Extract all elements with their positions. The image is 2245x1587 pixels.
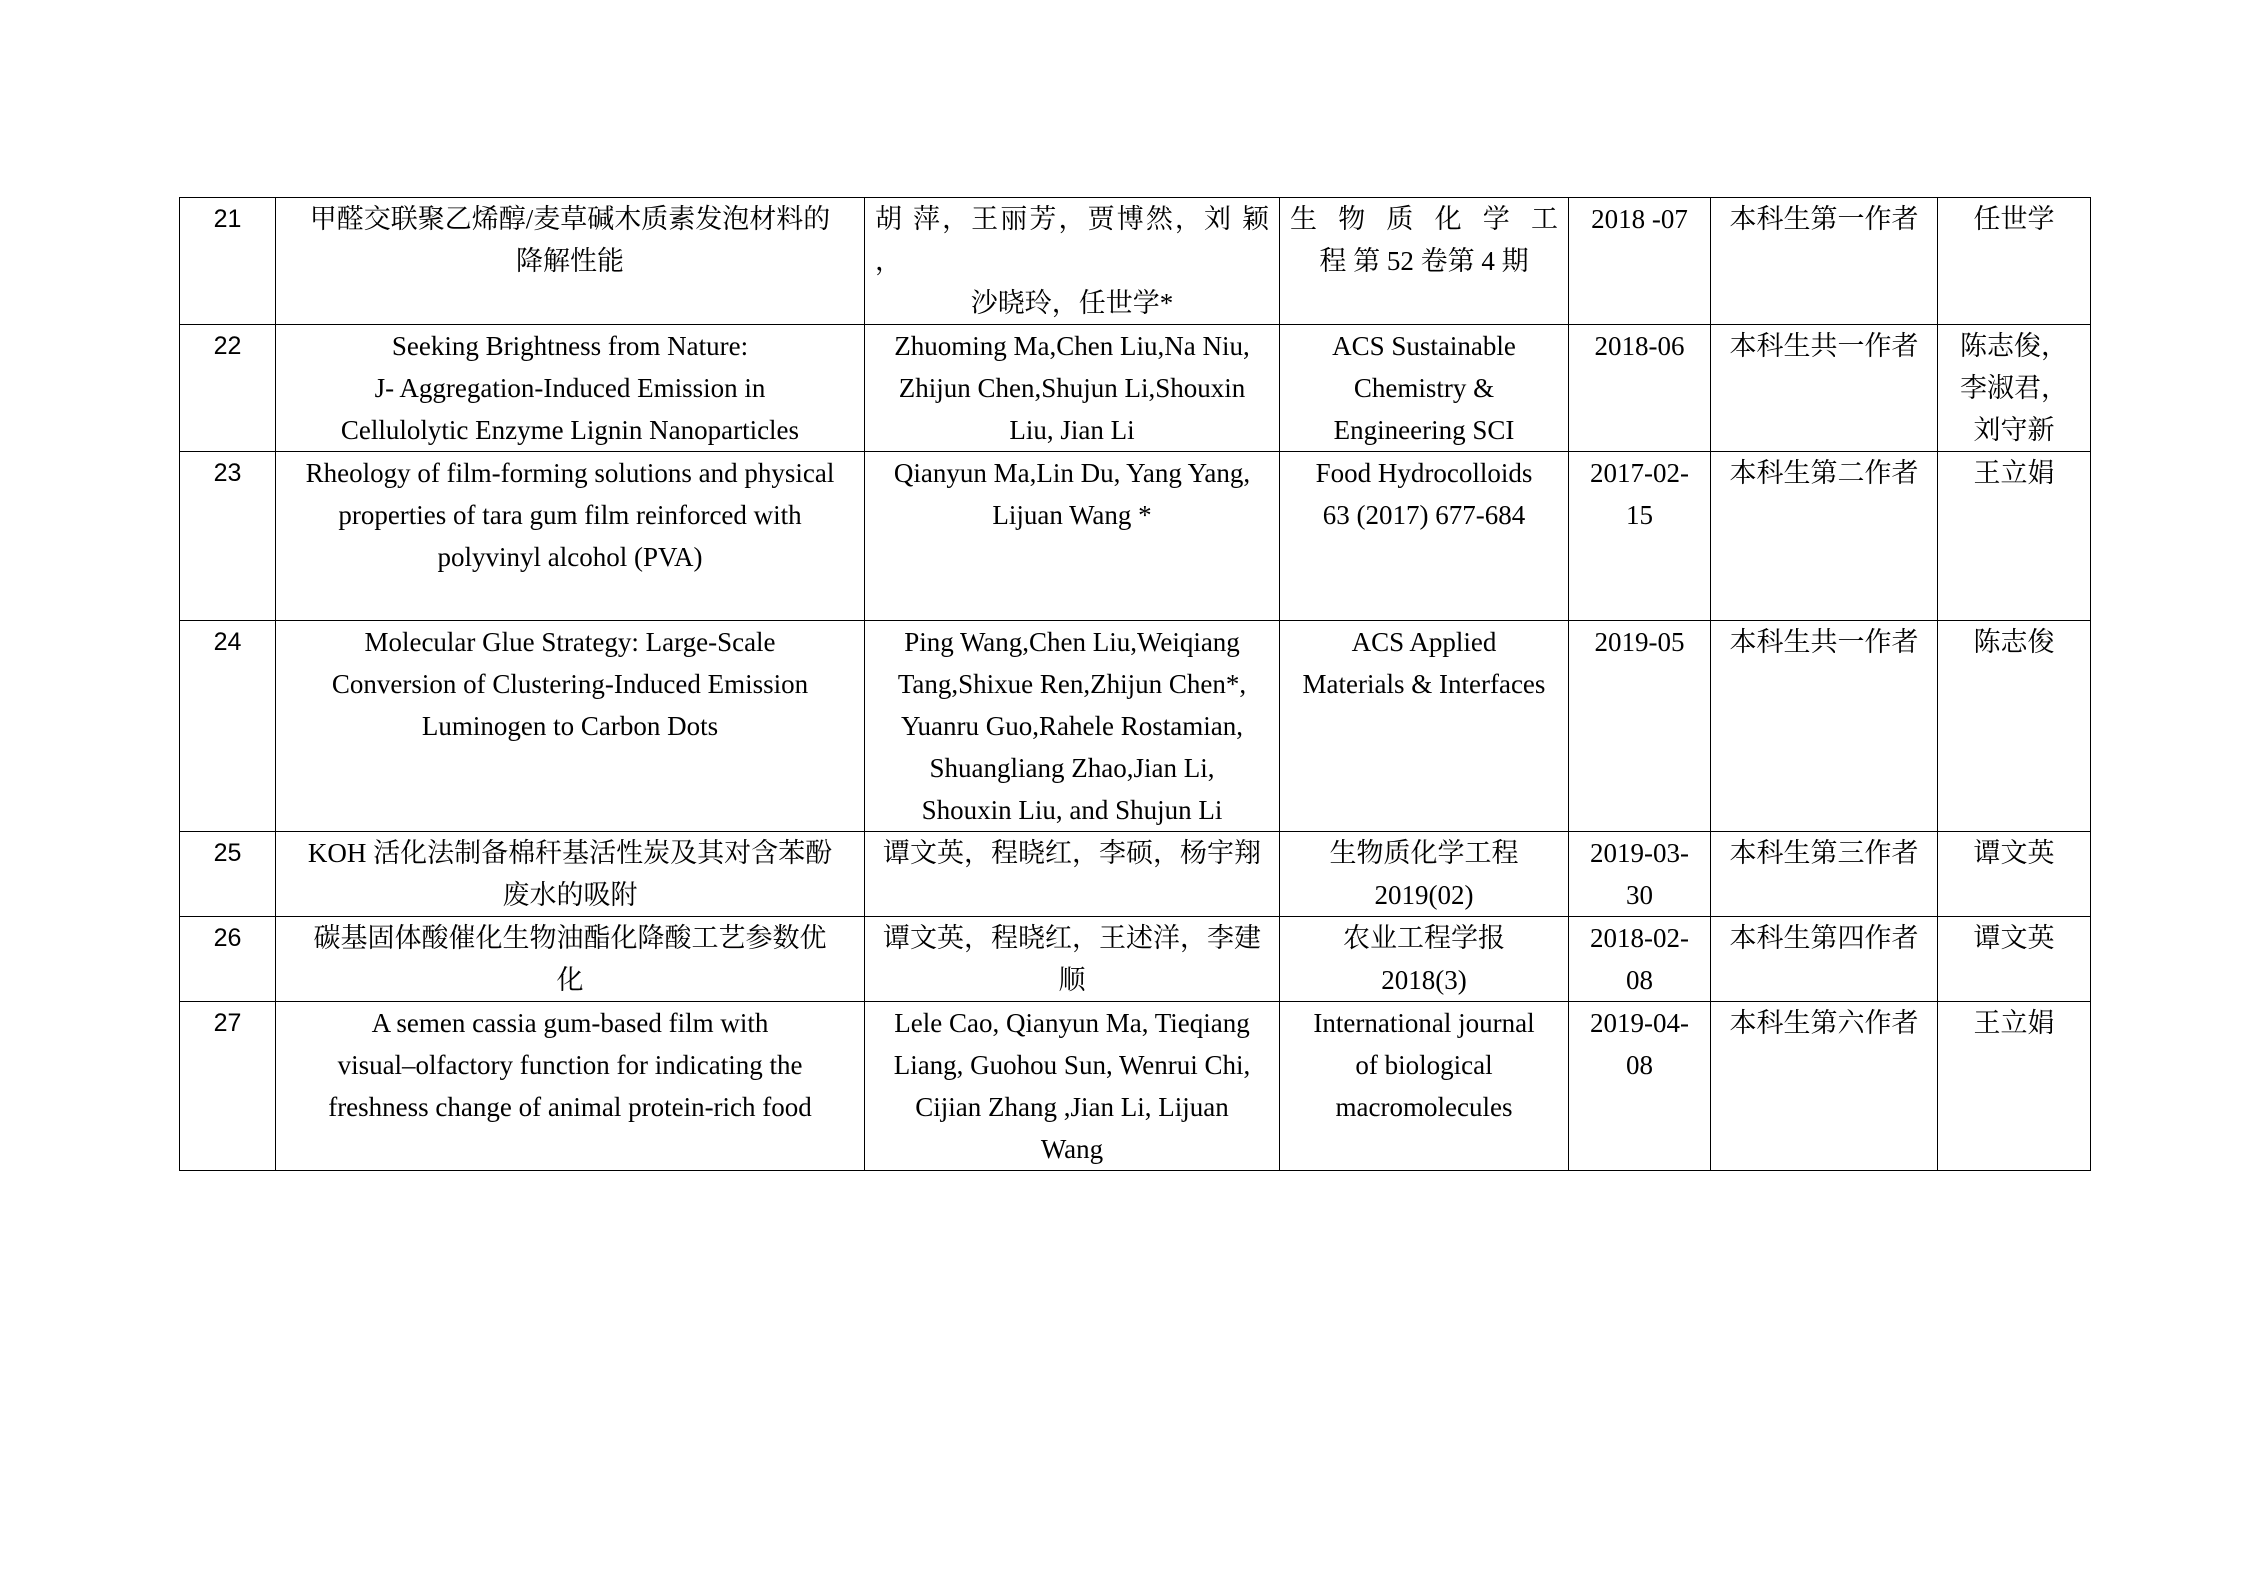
text-line: 李淑君， [1960, 373, 2068, 403]
text-line: 08 [1626, 1050, 1653, 1080]
text-line: Rheology of film-forming solutions and physical [305, 458, 835, 488]
text-line: polyvinyl alcohol (PVA) [437, 542, 703, 572]
paper-journal [1280, 832, 1569, 917]
paper-title [276, 917, 865, 1002]
text-line: of biological [1355, 1050, 1493, 1080]
text-line: 2019-03- [1590, 838, 1689, 868]
text-line: International journal [1313, 1008, 1535, 1038]
text-line: ACS Applied [1351, 627, 1497, 657]
author-role: 本科生第四作者 [1711, 917, 1938, 1002]
row-number: 27 [180, 1002, 276, 1171]
text-line: 任世学 [1973, 204, 2055, 234]
text-line: 63 (2017) 677-684 [1322, 500, 1526, 530]
row-number: 24 [180, 621, 276, 832]
row-number: 23 [180, 452, 276, 621]
text-line: 农业工程学报 [1343, 923, 1505, 953]
text-line: 谭文英，程晓红，王述洋，李建 [883, 923, 1261, 953]
text-line: Shuangliang Zhao,Jian Li, [929, 753, 1215, 783]
paper-authors [865, 325, 1280, 452]
text-line: 2018(3) [1381, 965, 1467, 995]
text-line: 陈志俊 [1973, 627, 2055, 657]
text-line: Zhuoming Ma,Chen Liu,Na Niu, [894, 331, 1250, 361]
text-line: ACS Sustainable [1332, 331, 1516, 361]
text-line: Conversion of Clustering-Induced Emission [331, 669, 809, 699]
paper-authors [865, 1002, 1280, 1171]
table-row [180, 621, 2091, 832]
text-line: A semen cassia gum-based film with [371, 1008, 769, 1038]
text-line: 生 物 质 化 学 工 [1290, 204, 1558, 234]
paper-journal [1280, 917, 1569, 1002]
text-line: 陈志俊， [1960, 331, 2068, 361]
text-line: 甲醛交联聚乙烯醇/麦草碱木质素发泡材料的 [309, 204, 831, 234]
text-line: Luminogen to Carbon Dots [421, 711, 719, 741]
paper-journal [1280, 325, 1569, 452]
paper-authors [865, 917, 1280, 1002]
paper-journal [1280, 452, 1569, 621]
author-role: 本科生第二作者 [1711, 452, 1938, 621]
text-line: 刘守新 [1973, 415, 2055, 445]
publications-table-body [180, 198, 2091, 1171]
table-row [180, 452, 2091, 621]
paper-journal [1280, 621, 1569, 832]
text-line: 生物质化学工程 [1329, 838, 1519, 868]
text-line: 降解性能 [516, 246, 624, 276]
text-line: 王立娟 [1973, 1008, 2055, 1038]
text-line: Liu, Jian Li [1009, 415, 1135, 445]
paper-date [1569, 198, 1711, 325]
paper-title [276, 832, 865, 917]
row-number: 21 [180, 198, 276, 325]
paper-journal [1280, 1002, 1569, 1171]
text-line: 谭文英 [1973, 923, 2055, 953]
paper-date [1569, 452, 1711, 621]
paper-title [276, 1002, 865, 1171]
text-line: 谭文英，程晓红，李硕，杨宇翔 [883, 838, 1261, 868]
table-row [180, 832, 2091, 917]
text-line: 2017-02- [1590, 458, 1689, 488]
paper-authors [865, 621, 1280, 832]
text-line: Chemistry & [1353, 373, 1495, 403]
text-line: 谭文英 [1973, 838, 2055, 868]
paper-date [1569, 621, 1711, 832]
advisor [1938, 621, 2091, 832]
advisor [1938, 832, 2091, 917]
author-role: 本科生共一作者 [1711, 325, 1938, 452]
text-line: Qianyun Ma,Lin Du, Yang Yang, [893, 458, 1251, 488]
text-line: Liang, Guohou Sun, Wenrui Chi, [893, 1050, 1251, 1080]
text-line: 程 第 52 卷第 4 期 [1319, 246, 1529, 276]
paper-date [1569, 917, 1711, 1002]
text-line: 化 [556, 965, 584, 995]
text-line: 2018 -07 [1591, 204, 1688, 234]
text-line: 2019(02) [1374, 880, 1474, 910]
table-row [180, 198, 2091, 325]
author-role: 本科生第一作者 [1711, 198, 1938, 325]
text-line: 08 [1626, 965, 1653, 995]
paper-authors [865, 832, 1280, 917]
author-role: 本科生共一作者 [1711, 621, 1938, 832]
paper-authors [865, 452, 1280, 621]
table-row [180, 917, 2091, 1002]
text-line: Food Hydrocolloids [1315, 458, 1533, 488]
row-number: 26 [180, 917, 276, 1002]
text-line: 30 [1626, 880, 1653, 910]
text-line: Seeking Brightness from Nature: [391, 331, 749, 361]
paper-title [276, 325, 865, 452]
text-line: Molecular Glue Strategy: Large-Scale [364, 627, 776, 657]
author-role: 本科生第六作者 [1711, 1002, 1938, 1171]
advisor [1938, 198, 2091, 325]
paper-authors [865, 198, 1280, 325]
text-line: 胡 萍，王丽芳，贾博然，刘 颖 ， [875, 204, 1269, 276]
text-line: Engineering SCI [1333, 415, 1515, 445]
text-line: Cijian Zhang ,Jian Li, Lijuan [915, 1092, 1229, 1122]
text-line: 2018-02- [1590, 923, 1689, 953]
text-line: 沙晓玲，任世学* [970, 288, 1174, 318]
text-line: Ping Wang,Chen Liu,Weiqiang [904, 627, 1240, 657]
paper-title [276, 452, 865, 621]
text-line: 废水的吸附 [502, 880, 638, 910]
advisor [1938, 325, 2091, 452]
table-row [180, 1002, 2091, 1171]
text-line: Wang [1040, 1134, 1104, 1164]
paper-journal [1280, 198, 1569, 325]
advisor [1938, 452, 2091, 621]
text-line: Zhijun Chen,Shujun Li,Shouxin [898, 373, 1246, 403]
advisor [1938, 1002, 2091, 1171]
text-line: Lele Cao, Qianyun Ma, Tieqiang [894, 1008, 1250, 1038]
text-line: freshness change of animal protein-rich food [328, 1092, 812, 1122]
text-line: 王立娟 [1973, 458, 2055, 488]
text-line: Cellulolytic Enzyme Lignin Nanoparticles [340, 415, 800, 445]
text-line: 2019-04- [1590, 1008, 1689, 1038]
author-role: 本科生第三作者 [1711, 832, 1938, 917]
text-line: Shouxin Liu, and Shujun Li [921, 795, 1223, 825]
text-line: Lijuan Wang * [992, 500, 1152, 530]
paper-date [1569, 325, 1711, 452]
row-number: 22 [180, 325, 276, 452]
text-line: 碳基固体酸催化生物油酯化降酸工艺参数优 [313, 923, 827, 953]
text-line: 2019-05 [1594, 627, 1685, 657]
paper-title [276, 621, 865, 832]
paper-title [276, 198, 865, 325]
text-line: properties of tara gum film reinforced with [338, 500, 802, 530]
text-line: Tang,Shixue Ren,Zhijun Chen*, [897, 669, 1247, 699]
text-line: KOH 活化法制备棉秆基活性炭及其对含苯酚 [307, 838, 833, 868]
text-line: visual–olfactory function for indicating the [337, 1050, 803, 1080]
text-line: Materials & Interfaces [1302, 669, 1546, 699]
paper-date [1569, 832, 1711, 917]
advisor [1938, 917, 2091, 1002]
text-line: 15 [1626, 500, 1653, 530]
paper-date [1569, 1002, 1711, 1171]
text-line: macromolecules [1335, 1092, 1513, 1122]
row-number: 25 [180, 832, 276, 917]
table-row [180, 325, 2091, 452]
text-line: 2018-06 [1594, 331, 1685, 361]
publications-table [179, 197, 2091, 1171]
text-line: 顺 [1058, 965, 1086, 995]
text-line: Yuanru Guo,Rahele Rostamian, [901, 711, 1243, 741]
text-line: J‑ Aggregation-Induced Emission in [374, 373, 766, 403]
